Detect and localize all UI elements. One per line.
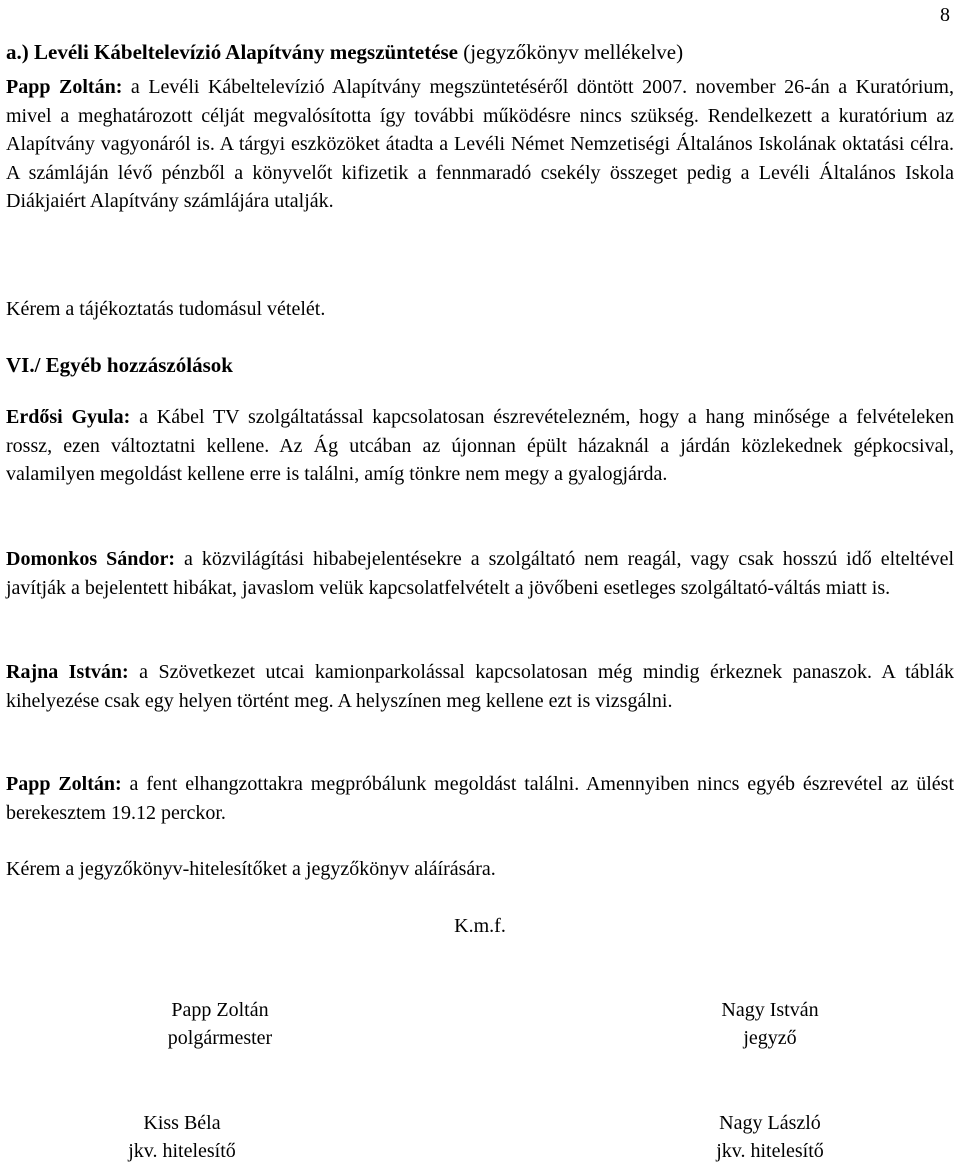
signature-certifier-2 (660, 1109, 880, 1165)
comment-rajna (6, 658, 954, 715)
section-title: VI./ Egyéb hozzászólások (6, 353, 233, 377)
agenda-item-title: a.) Levéli Kábeltelevízió Alapítvány megszüntetése (6, 40, 459, 64)
speaker-name: Erdősi Gyula: (6, 406, 131, 428)
signatory-name: Nagy László (719, 1112, 821, 1134)
paragraph-text: a Levéli Kábeltelevízió Alapítvány megszüntetéséről döntött 2007. november 26-án a Kuratórium, mivel a meghatározott célját megvalósította így további működésre nincs szükség. Rendelkezett a kuratórium az Alapítvány vagyonáról is. A tárgyi eszközöket átadta a Levéli Német Nemzetiségi Általános Iskolának oktatási célra. A számláján lévő pénzből a könyvelőt kifizetik a fennmaradó csekély összeget pedig a Levéli Általános Iskola Diákjaiért Alapítvány számlájára utalják. (6, 76, 954, 212)
paragraph-acknowledgement-request (6, 295, 954, 324)
comment-erdosi (6, 403, 954, 489)
speaker-name: Papp Zoltán: (6, 76, 123, 98)
signatory-name: Papp Zoltán (171, 999, 269, 1021)
signatory-role: jkv. hitelesítő (716, 1140, 824, 1162)
closing-request-text: Kérem a jegyzőkönyv-hitelesítőket a jegyzőkönyv aláírására. (6, 858, 496, 880)
comment-domonkos (6, 545, 954, 602)
agenda-item-heading (6, 38, 683, 66)
signatory-role: jegyző (743, 1027, 797, 1049)
closing-request (6, 855, 954, 884)
signature-notary (660, 996, 880, 1052)
kmf-mark: K.m.f. (454, 915, 506, 937)
paragraph-text: Kérem a tájékoztatás tudomásul vételét. (6, 298, 326, 320)
paragraph-foundation-dissolution (6, 73, 954, 216)
comment-text: a Szövetkezet utcai kamionparkolással kapcsolatosan még mindig érkeznek panaszok. A táblák kihelyezése csak egy helyen történt meg. A helyszínen meg kellene ezt is vizsgálni. (6, 661, 954, 712)
signature-mayor (110, 996, 330, 1052)
comment-text: a Kábel TV szolgáltatással kapcsolatosan észrevételezném, hogy a hang minősége a felvételeken rossz, ezen változtatni kellene. Az Ág utcában az újonnan épült házaknál a járdán közlekednek gépkocsival, valamilyen megoldást kellene erre is találni, amíg tönkre nem megy a gyalogjárda. (6, 406, 955, 485)
comment-papp-closing (6, 770, 954, 827)
agenda-item-note: (jegyzőkönyv mellékelve) (458, 40, 684, 64)
page-number: 8 (940, 4, 950, 26)
signatory-name: Nagy István (721, 999, 819, 1021)
document-page (6, 0, 954, 1164)
signatory-role: polgármester (167, 1027, 273, 1049)
signatory-role: jkv. hitelesítő (128, 1140, 236, 1162)
signature-certifier-1 (72, 1109, 292, 1165)
speaker-name: Papp Zoltán: (6, 773, 122, 795)
comment-text: a közvilágítási hibabejelentésekre a szolgáltató nem reagál, vagy csak hosszú idő elteltével javítják a bejelentett hibákat, javaslom velük kapcsolatfelvételt a jövőbeni esetleges szolgáltató-váltás miatt is. (6, 548, 954, 599)
speaker-name: Rajna István: (6, 661, 129, 683)
comment-text: a fent elhangzottakra megpróbálunk megoldást találni. Amennyiben nincs egyéb észrevétel az ülést berekesztem 19.12 perckor. (6, 773, 955, 824)
speaker-name: Domonkos Sándor: (6, 548, 176, 570)
signatory-name: Kiss Béla (143, 1112, 221, 1134)
